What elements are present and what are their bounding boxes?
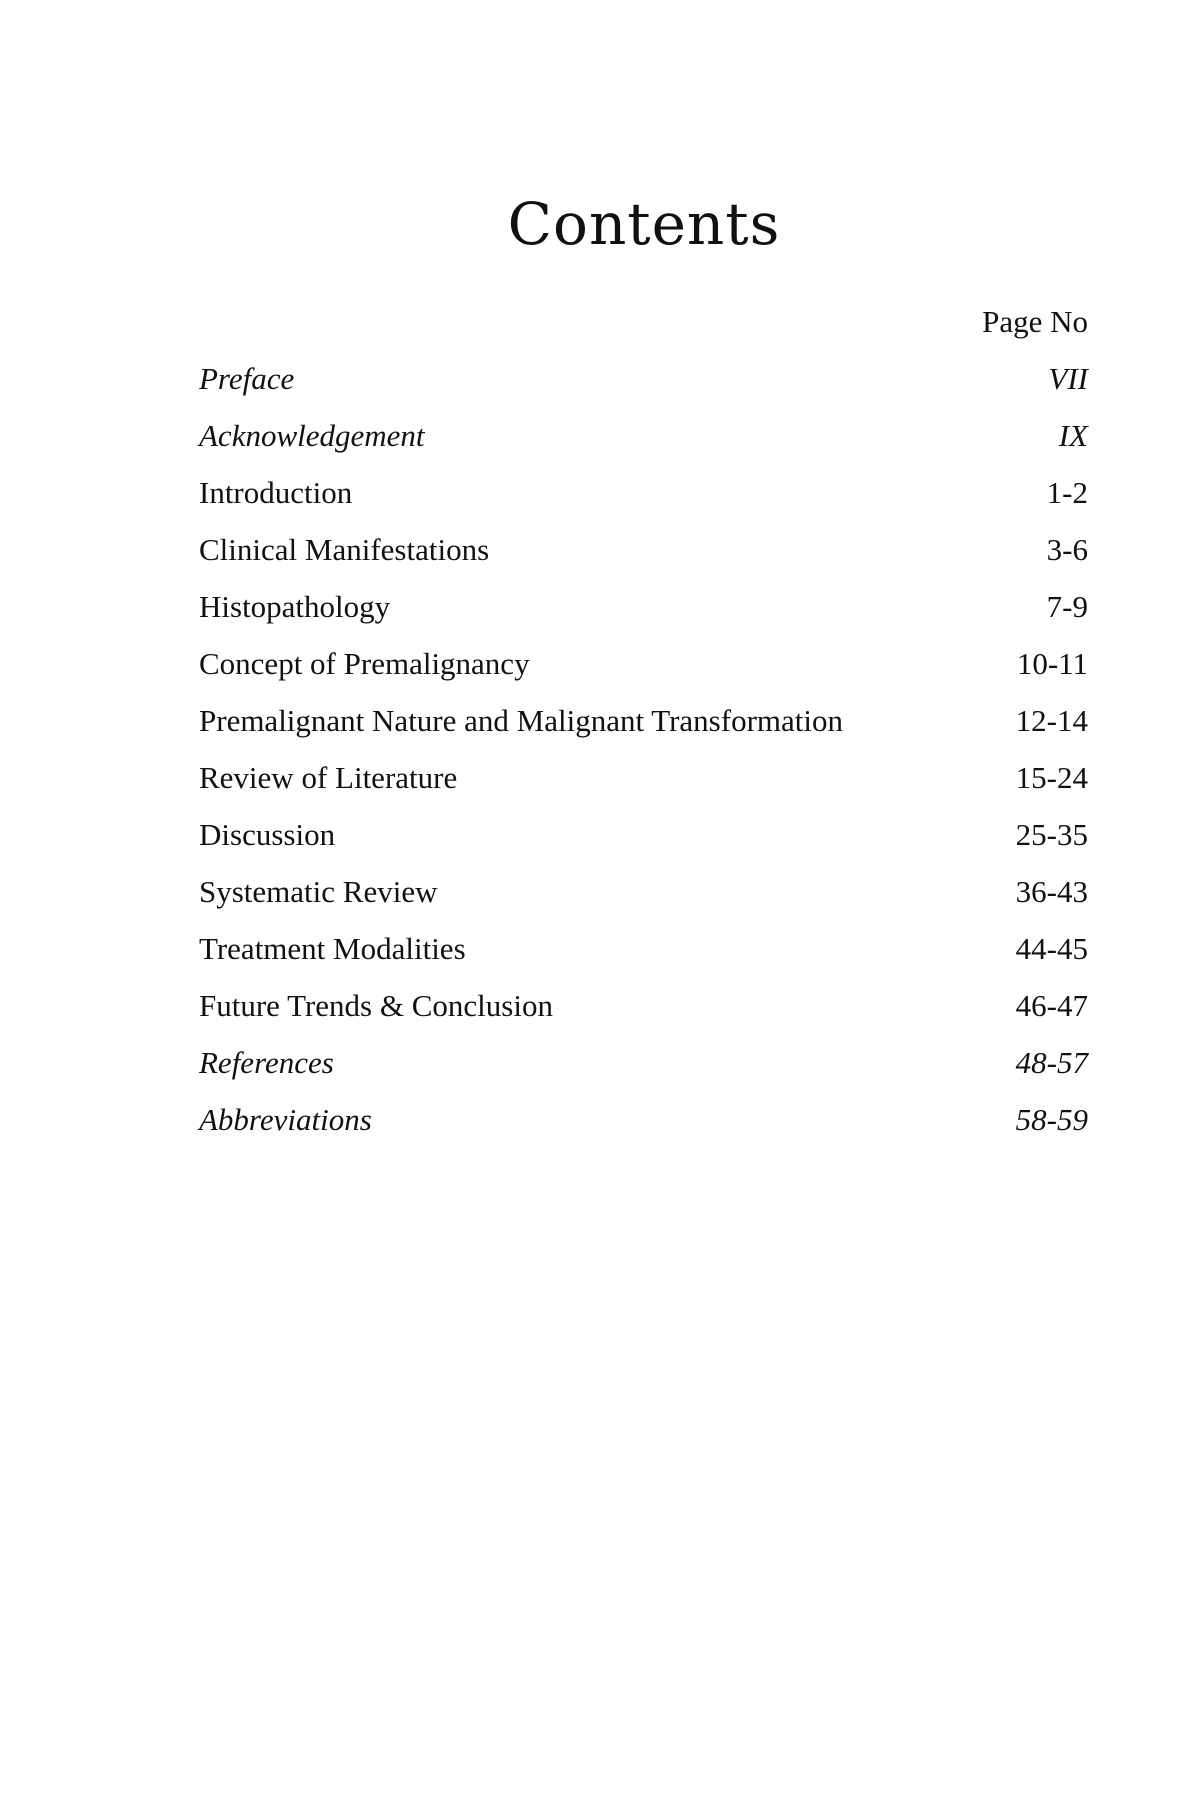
- toc-entry-page: 25-35: [1015, 817, 1088, 852]
- toc-entry-page: 15-24: [1015, 760, 1088, 795]
- toc-entry-page: IX: [1058, 418, 1088, 453]
- toc-entry-page: 1-2: [1046, 475, 1088, 510]
- toc-entry-introduction[interactable]: [199, 473, 1088, 530]
- toc-entry-preface[interactable]: [199, 359, 1088, 416]
- toc-entry-page: 36-43: [1015, 874, 1088, 909]
- toc-entry-page: 58-59: [1015, 1102, 1088, 1137]
- toc-entry-clinical-manifestations[interactable]: [199, 530, 1088, 587]
- toc-entry-title: Systematic Review: [199, 874, 438, 909]
- toc-entry-title: Histopathology: [199, 589, 391, 624]
- toc-entry-page: 12-14: [1015, 703, 1088, 738]
- toc-entry-title: Abbreviations: [199, 1102, 372, 1137]
- toc-entry-page: 48-57: [1015, 1045, 1088, 1080]
- page-title: Contents: [507, 189, 781, 258]
- toc-entry-histopathology[interactable]: [199, 587, 1088, 644]
- toc-entry-page: VII: [1048, 361, 1088, 396]
- toc-entry-page: 3-6: [1046, 532, 1088, 567]
- toc-entry-title: References: [199, 1045, 334, 1080]
- toc-entry-review-of-literature[interactable]: [199, 758, 1088, 815]
- toc-entry-premalignant-nature[interactable]: [199, 701, 1088, 758]
- toc-entry-title: Concept of Premalignancy: [199, 646, 530, 681]
- toc-entry-discussion[interactable]: [199, 815, 1088, 872]
- toc-entry-title: Premalignant Nature and Malignant Transformation: [199, 703, 843, 738]
- toc-entry-title: Treatment Modalities: [199, 931, 466, 966]
- toc-entry-treatment-modalities[interactable]: [199, 929, 1088, 986]
- toc-entry-acknowledgement[interactable]: [199, 416, 1088, 473]
- toc-entry-title: Future Trends & Conclusion: [199, 988, 553, 1023]
- toc-entry-title: Preface: [199, 361, 295, 396]
- toc-entry-future-trends[interactable]: [199, 986, 1088, 1043]
- table-of-contents: [199, 302, 1088, 1157]
- toc-entry-page: 44-45: [1015, 931, 1088, 966]
- toc-entry-page: 7-9: [1046, 589, 1088, 624]
- toc-entry-title: Clinical Manifestations: [199, 532, 490, 567]
- toc-entry-title: Discussion: [199, 817, 336, 852]
- toc-entry-references[interactable]: [199, 1043, 1088, 1100]
- toc-entry-abbreviations[interactable]: [199, 1100, 1088, 1157]
- toc-entry-concept-of-premalignancy[interactable]: [199, 644, 1088, 701]
- toc-entry-page: 46-47: [1015, 988, 1088, 1023]
- toc-entry-title: Introduction: [199, 475, 353, 510]
- toc-header: [199, 302, 1088, 359]
- toc-entry-title: Review of Literature: [199, 760, 458, 795]
- toc-entry-title: Acknowledgement: [199, 418, 425, 453]
- page-no-header: Page No: [982, 304, 1088, 339]
- toc-entry-systematic-review[interactable]: [199, 872, 1088, 929]
- toc-entry-page: 10-11: [1016, 646, 1088, 681]
